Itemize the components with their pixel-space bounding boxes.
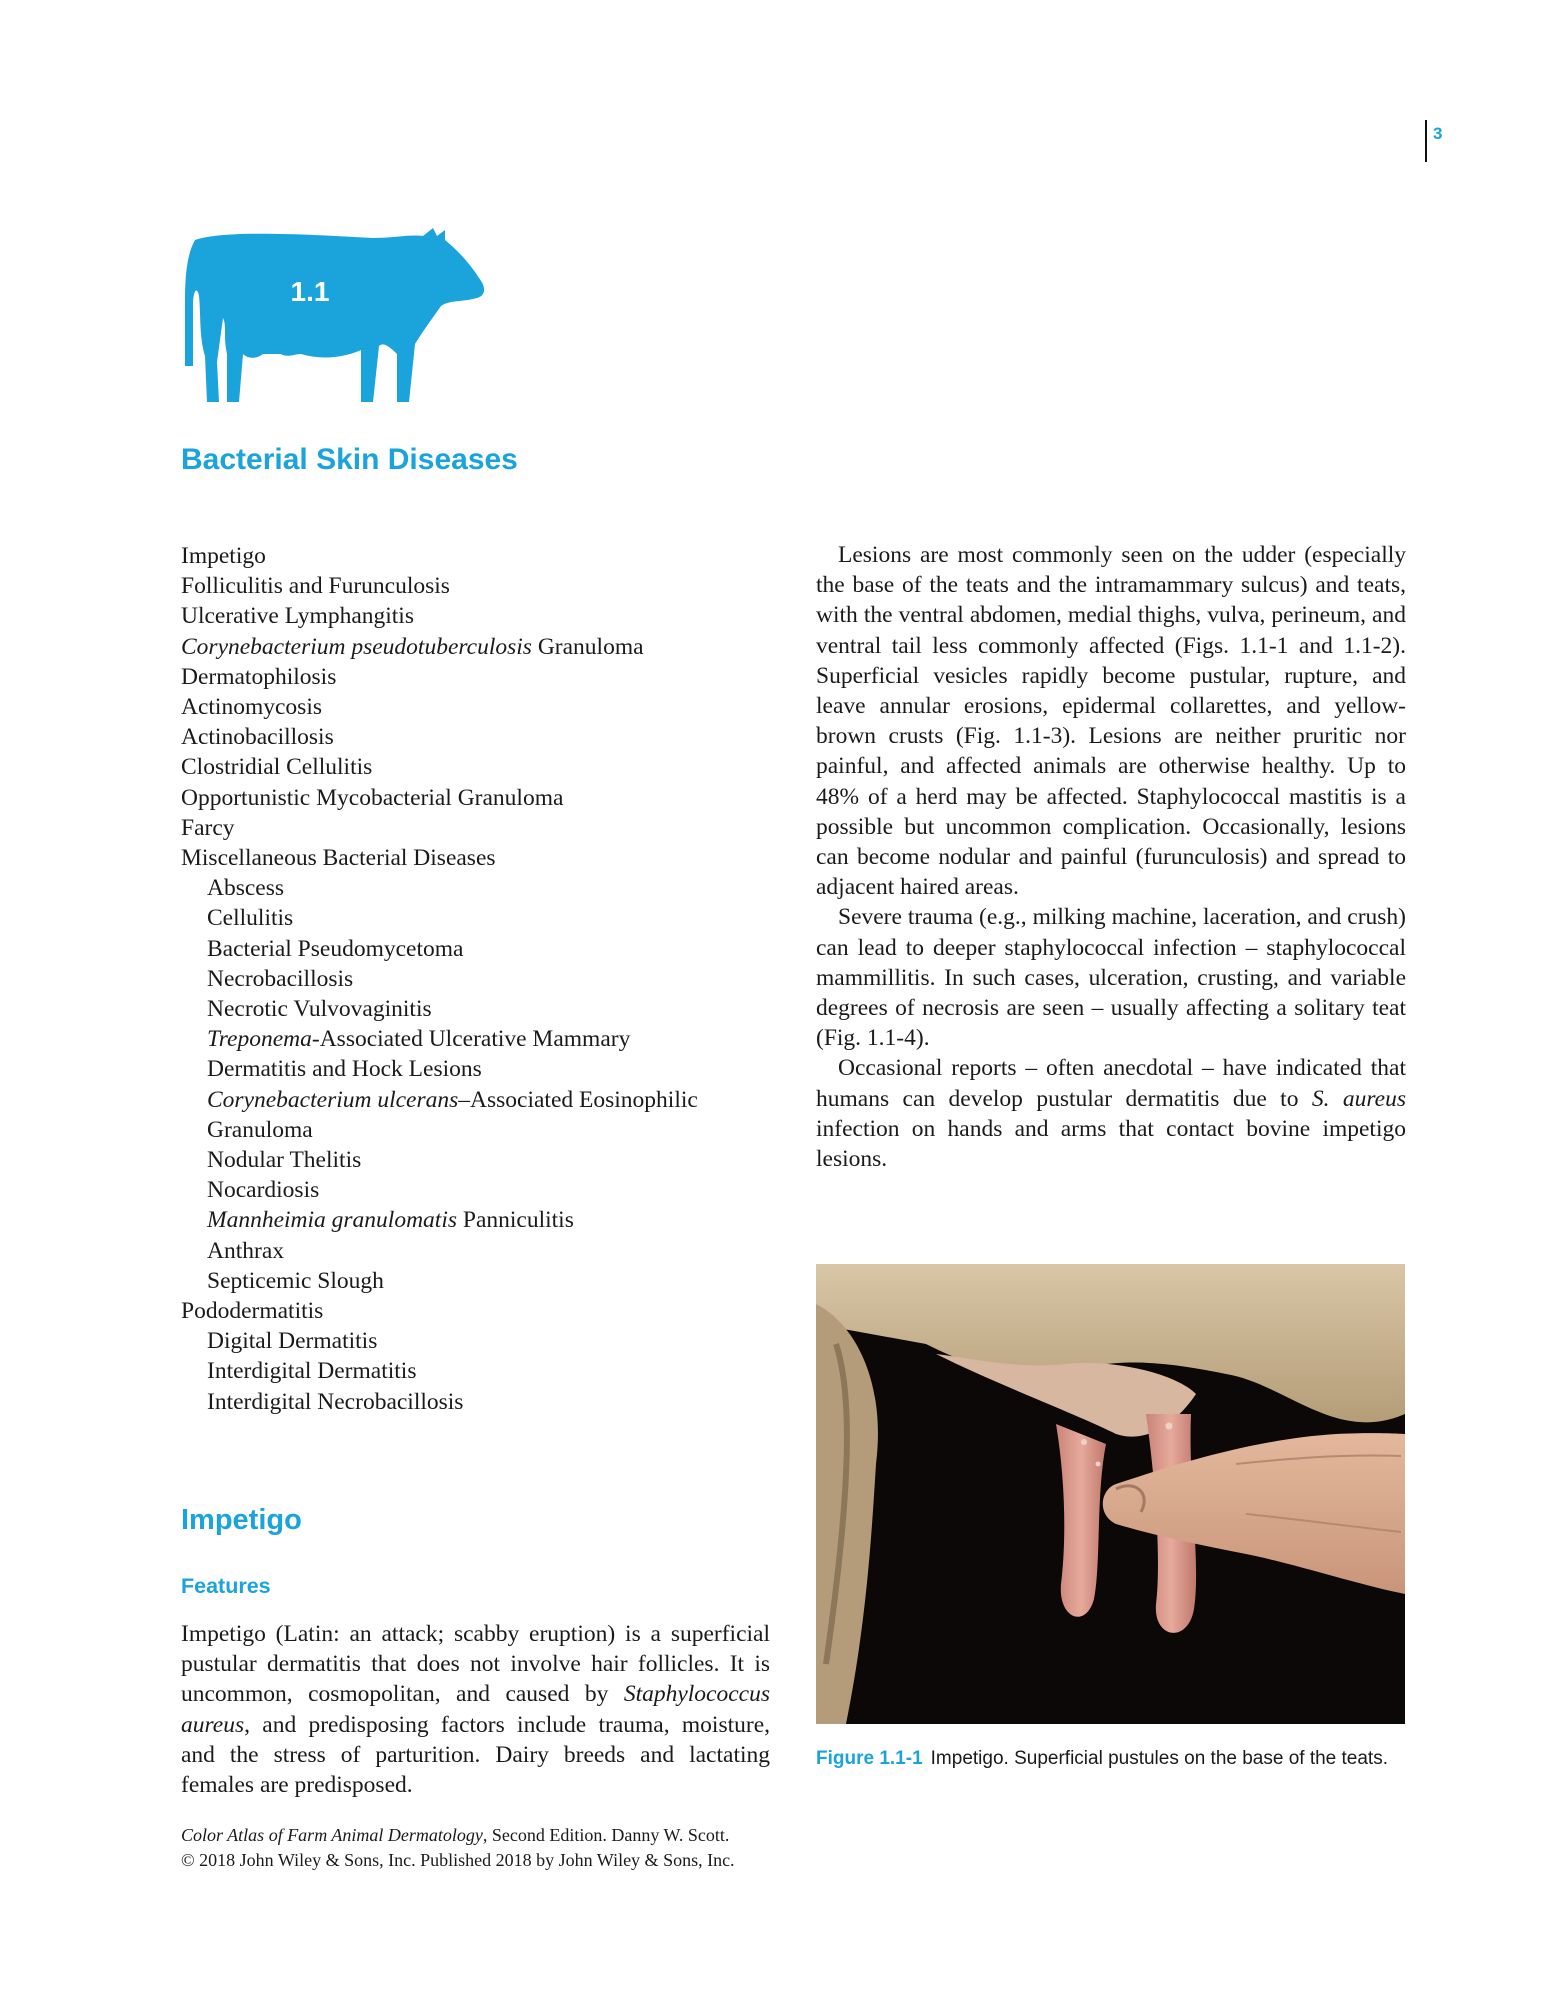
paragraph-text: Impetigo (Latin: an attack; scabby eruption) is a superficial pustular dermatitis that does not involve hair follicles. It is uncommon, cosmopolitan, and caused by bbox=[181, 1621, 770, 1708]
contents-item-text: Actinobacillosis bbox=[181, 724, 334, 751]
contents-item-text: Dermatitis and Hock Lesions bbox=[207, 1056, 482, 1083]
footer-line-1 bbox=[181, 1823, 821, 1848]
contents-item bbox=[181, 964, 781, 994]
contents-item bbox=[181, 1085, 781, 1115]
trauma-paragraph: Severe trauma (e.g., milking machine, laceration, and crush) can lead to deeper staphylococcal infection – staphylococcal mammillitis. In such cases, ulceration, crusting, and variable degrees of necrosis are seen – usually affecting a solitary teat (Fig. 1.1-4). bbox=[816, 904, 1406, 1052]
figure-caption bbox=[816, 1746, 1416, 1771]
contents-item bbox=[181, 752, 781, 782]
contents-item-text: -Associated Ulcerative Mammary bbox=[311, 1026, 631, 1053]
paragraph-text: Occasional reports – often anecdotal – have indicated that humans can develop pustular dermatitis due to bbox=[816, 1055, 1406, 1112]
contents-item-italic: Mannheimia granulomatis bbox=[207, 1207, 458, 1234]
contents-item bbox=[181, 571, 781, 601]
contents-item bbox=[181, 541, 781, 571]
cow-icon bbox=[183, 226, 489, 409]
contents-item-text: Granuloma bbox=[207, 1116, 313, 1143]
contents-item bbox=[181, 722, 781, 752]
book-title: Color Atlas of Farm Animal Dermatology bbox=[181, 1825, 483, 1845]
contents-item-text: Clostridial Cellulitis bbox=[181, 754, 373, 781]
paragraph-text: , and predisposing factors include trauma, moisture, and the stress of parturition. Dairy breeds and lactating females are predisposed. bbox=[181, 1711, 770, 1799]
contents-item-text: Folliculitis and Furunculosis bbox=[181, 573, 450, 600]
contents-item bbox=[181, 1024, 781, 1054]
contents-item-text: Bacterial Pseudomycetoma bbox=[207, 935, 464, 962]
contents-item-text: Septicemic Slough bbox=[207, 1267, 384, 1294]
footer-line-2: © 2018 John Wiley & Sons, Inc. Published 2018 by John Wiley & Sons, Inc. bbox=[181, 1850, 735, 1870]
contents-item-text: Digital Dermatitis bbox=[207, 1328, 378, 1355]
contents-item bbox=[181, 662, 781, 692]
contents-item-italic: Corynebacterium pseudotuberculosis bbox=[181, 633, 532, 660]
contents-item bbox=[181, 843, 781, 873]
contents-item-text: Cellulitis bbox=[207, 905, 294, 932]
species-name: S. aureus bbox=[1311, 1085, 1406, 1112]
paragraph-text: infection on hands and arms that contact bovine impetigo lesions. bbox=[816, 1115, 1406, 1173]
section-subheading: Features bbox=[181, 1574, 271, 1598]
contents-item bbox=[181, 934, 781, 964]
contents-item bbox=[181, 903, 781, 933]
human-infection-paragraph bbox=[816, 1053, 1406, 1174]
contents-item bbox=[181, 1145, 781, 1175]
contents-item-text: Opportunistic Mycobacterial Granuloma bbox=[181, 784, 564, 811]
chapter-contents-list bbox=[181, 541, 781, 1417]
contents-item bbox=[181, 1236, 781, 1266]
contents-item-text: Dermatophilosis bbox=[181, 663, 337, 690]
contents-item bbox=[181, 873, 781, 903]
contents-item bbox=[181, 783, 781, 813]
page-number: 3 bbox=[1433, 124, 1443, 143]
contents-item bbox=[181, 632, 781, 662]
contents-item-text: Abscess bbox=[207, 875, 285, 902]
contents-item-text: Ulcerative Lymphangitis bbox=[181, 603, 414, 630]
contents-item-italic: Treponema bbox=[207, 1026, 312, 1053]
contents-item-text: Actinomycosis bbox=[181, 694, 322, 721]
contents-item-text: Interdigital Dermatitis bbox=[207, 1358, 417, 1385]
copyright-footer bbox=[181, 1823, 821, 1873]
contents-item bbox=[181, 813, 781, 843]
contents-item bbox=[181, 994, 781, 1024]
contents-item-text: Necrobacillosis bbox=[207, 965, 354, 992]
figure-photo bbox=[816, 1264, 1405, 1724]
contents-item-italic: Corynebacterium ulcerans bbox=[207, 1086, 459, 1113]
lesions-paragraph: Lesions are most commonly seen on the udder (especially the base of the teats and the intramammary sulcus) and teats, with the ventral abdomen, medial thighs, vulva, perineum, and ventral tail less commonly affected (Figs. 1.1-1 and 1.1-2). Superficial vesicles rapidly become pustular, rupture, and leave annular erosions, epidermal collarettes, and yellow-brown crusts (Fig. 1.1-3). Lesions are neither pruritic nor painful, and affected animals are otherwise healthy. Up to 48% of a herd may be affected. Staphylococcal mastitis is a possible but uncommon complication. Occasionally, lesions can become nodular and painful (furunculosis) and spread to adjacent haired areas. bbox=[816, 542, 1406, 901]
contents-item-text: Granuloma bbox=[531, 633, 644, 660]
contents-item bbox=[181, 1387, 781, 1417]
contents-item bbox=[181, 692, 781, 722]
contents-item bbox=[181, 1266, 781, 1296]
chapter-number: 1.1 bbox=[290, 276, 330, 307]
contents-item-text: –Associated Eosinophilic bbox=[458, 1086, 698, 1113]
contents-item bbox=[181, 601, 781, 631]
features-paragraph bbox=[181, 1619, 770, 1800]
figure-label: Figure 1.1-1 bbox=[816, 1748, 923, 1769]
footer-text: , Second Edition. Danny W. Scott. bbox=[482, 1825, 730, 1845]
contents-item bbox=[181, 1326, 781, 1356]
section-heading: Impetigo bbox=[181, 1504, 302, 1536]
contents-item-text: Farcy bbox=[181, 814, 235, 841]
contents-item bbox=[181, 1175, 781, 1205]
contents-item bbox=[181, 1054, 781, 1084]
contents-item-text: Panniculitis bbox=[457, 1207, 574, 1234]
contents-item-text: Nodular Thelitis bbox=[207, 1147, 362, 1174]
contents-item-text: Anthrax bbox=[207, 1237, 285, 1264]
contents-item bbox=[181, 1296, 781, 1326]
contents-item-text: Miscellaneous Bacterial Diseases bbox=[181, 845, 496, 872]
contents-item-text: Necrotic Vulvovaginitis bbox=[207, 996, 432, 1023]
chapter-title: Bacterial Skin Diseases bbox=[181, 443, 518, 476]
contents-item-text: Impetigo bbox=[181, 543, 266, 569]
caption-text: Impetigo. Superficial pustules on the base of the teats. bbox=[930, 1748, 1388, 1769]
contents-item-text: Pododermatitis bbox=[181, 1298, 324, 1325]
contents-item-text: Nocardiosis bbox=[207, 1177, 320, 1204]
contents-item bbox=[181, 1205, 781, 1235]
right-column-text bbox=[816, 540, 1406, 1174]
page-number-rule bbox=[1425, 120, 1427, 162]
contents-item bbox=[181, 1356, 781, 1386]
contents-item bbox=[181, 1115, 781, 1145]
contents-item-text: Interdigital Necrobacillosis bbox=[207, 1388, 464, 1415]
species-name: Staphylococcus aureus bbox=[181, 1681, 770, 1738]
